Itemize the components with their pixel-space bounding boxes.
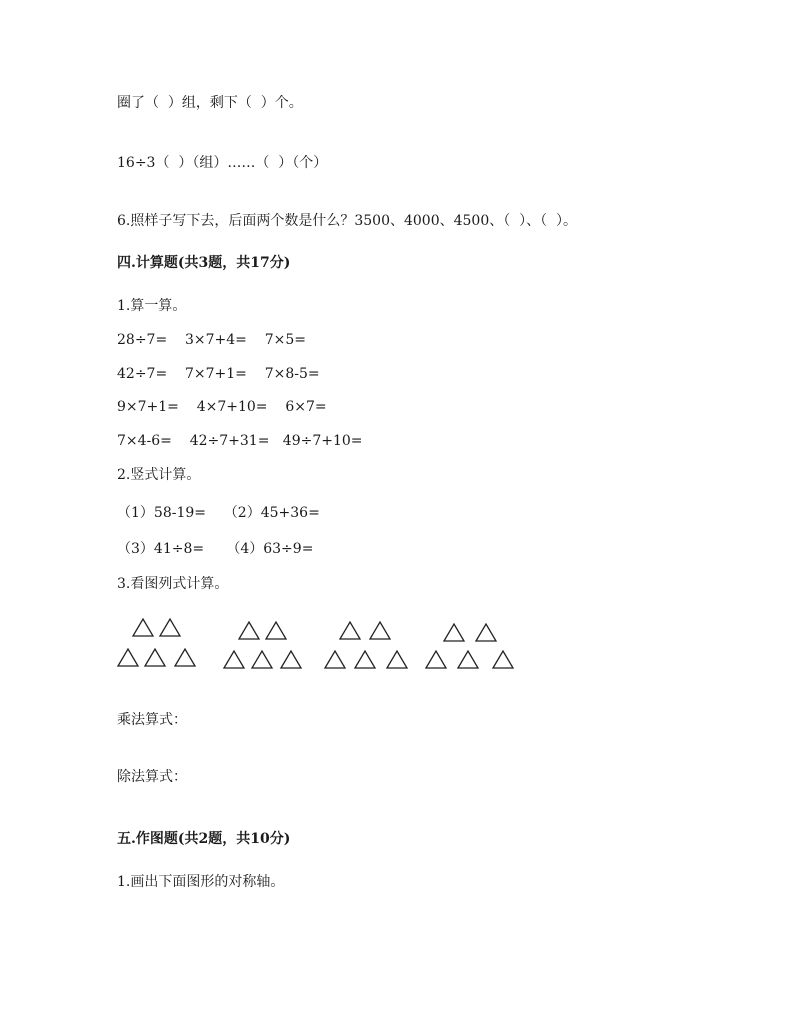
section-4-heading: 四.计算题(共3题，共17分) (117, 255, 291, 271)
triangle-icon (160, 619, 180, 636)
triangle-icon (444, 624, 464, 641)
question-6: 6.照样子写下去，后面两个数是什么？3500、4000、4500、（ ）、（ ）。 (117, 213, 578, 229)
triangle-icon (239, 622, 259, 639)
q1-row: 42÷7= 7×7+1= 7×8-5= (117, 366, 320, 382)
q1-row: 9×7+1= 4×7+10= 6×7= (117, 399, 327, 415)
triangle-icon (133, 619, 153, 636)
section-5-heading: 五.作图题(共2题，共10分) (117, 831, 291, 847)
triangle-icon (458, 651, 478, 668)
triangle-icon (224, 651, 244, 668)
division-label: 除法算式： (117, 769, 187, 785)
q2-title: 2.竖式计算。 (117, 467, 201, 483)
triangle-icon (252, 651, 272, 668)
triangle-icon (281, 651, 301, 668)
q1-title: 1.算一算。 (117, 298, 187, 314)
triangle-icon (325, 651, 345, 668)
multiplication-label: 乘法算式： (117, 712, 187, 728)
triangle-icon (426, 651, 446, 668)
section-5-q1-title: 1.画出下面图形的对称轴。 (117, 874, 285, 890)
triangle-figure (114, 614, 534, 676)
triangle-icon (476, 624, 496, 641)
triangle-icon (493, 651, 513, 668)
triangle-icon (175, 649, 195, 666)
triangle-icon (340, 622, 360, 639)
triangle-icon (145, 649, 165, 666)
triangle-icon (266, 622, 286, 639)
triangle-icon (355, 651, 375, 668)
q2-row: （1）58-19= （2）45+36= (117, 505, 320, 521)
q2-row: （3）41÷8= （4）63÷9= (117, 541, 314, 557)
triangle-icon (387, 651, 407, 668)
circle-groups-line: 圈了（ ）组，剩下（ ）个。 (117, 95, 303, 111)
triangle-icon (370, 622, 390, 639)
q3-title: 3.看图列式计算。 (117, 576, 229, 592)
q1-row: 7×4-6= 42÷7+31= 49÷7+10= (117, 433, 363, 449)
triangle-icon (118, 649, 138, 666)
q1-row: 28÷7= 3×7+4= 7×5= (117, 332, 306, 348)
division-blank-line: 16÷3（ ）（组）……（ ）（个） (117, 155, 328, 171)
